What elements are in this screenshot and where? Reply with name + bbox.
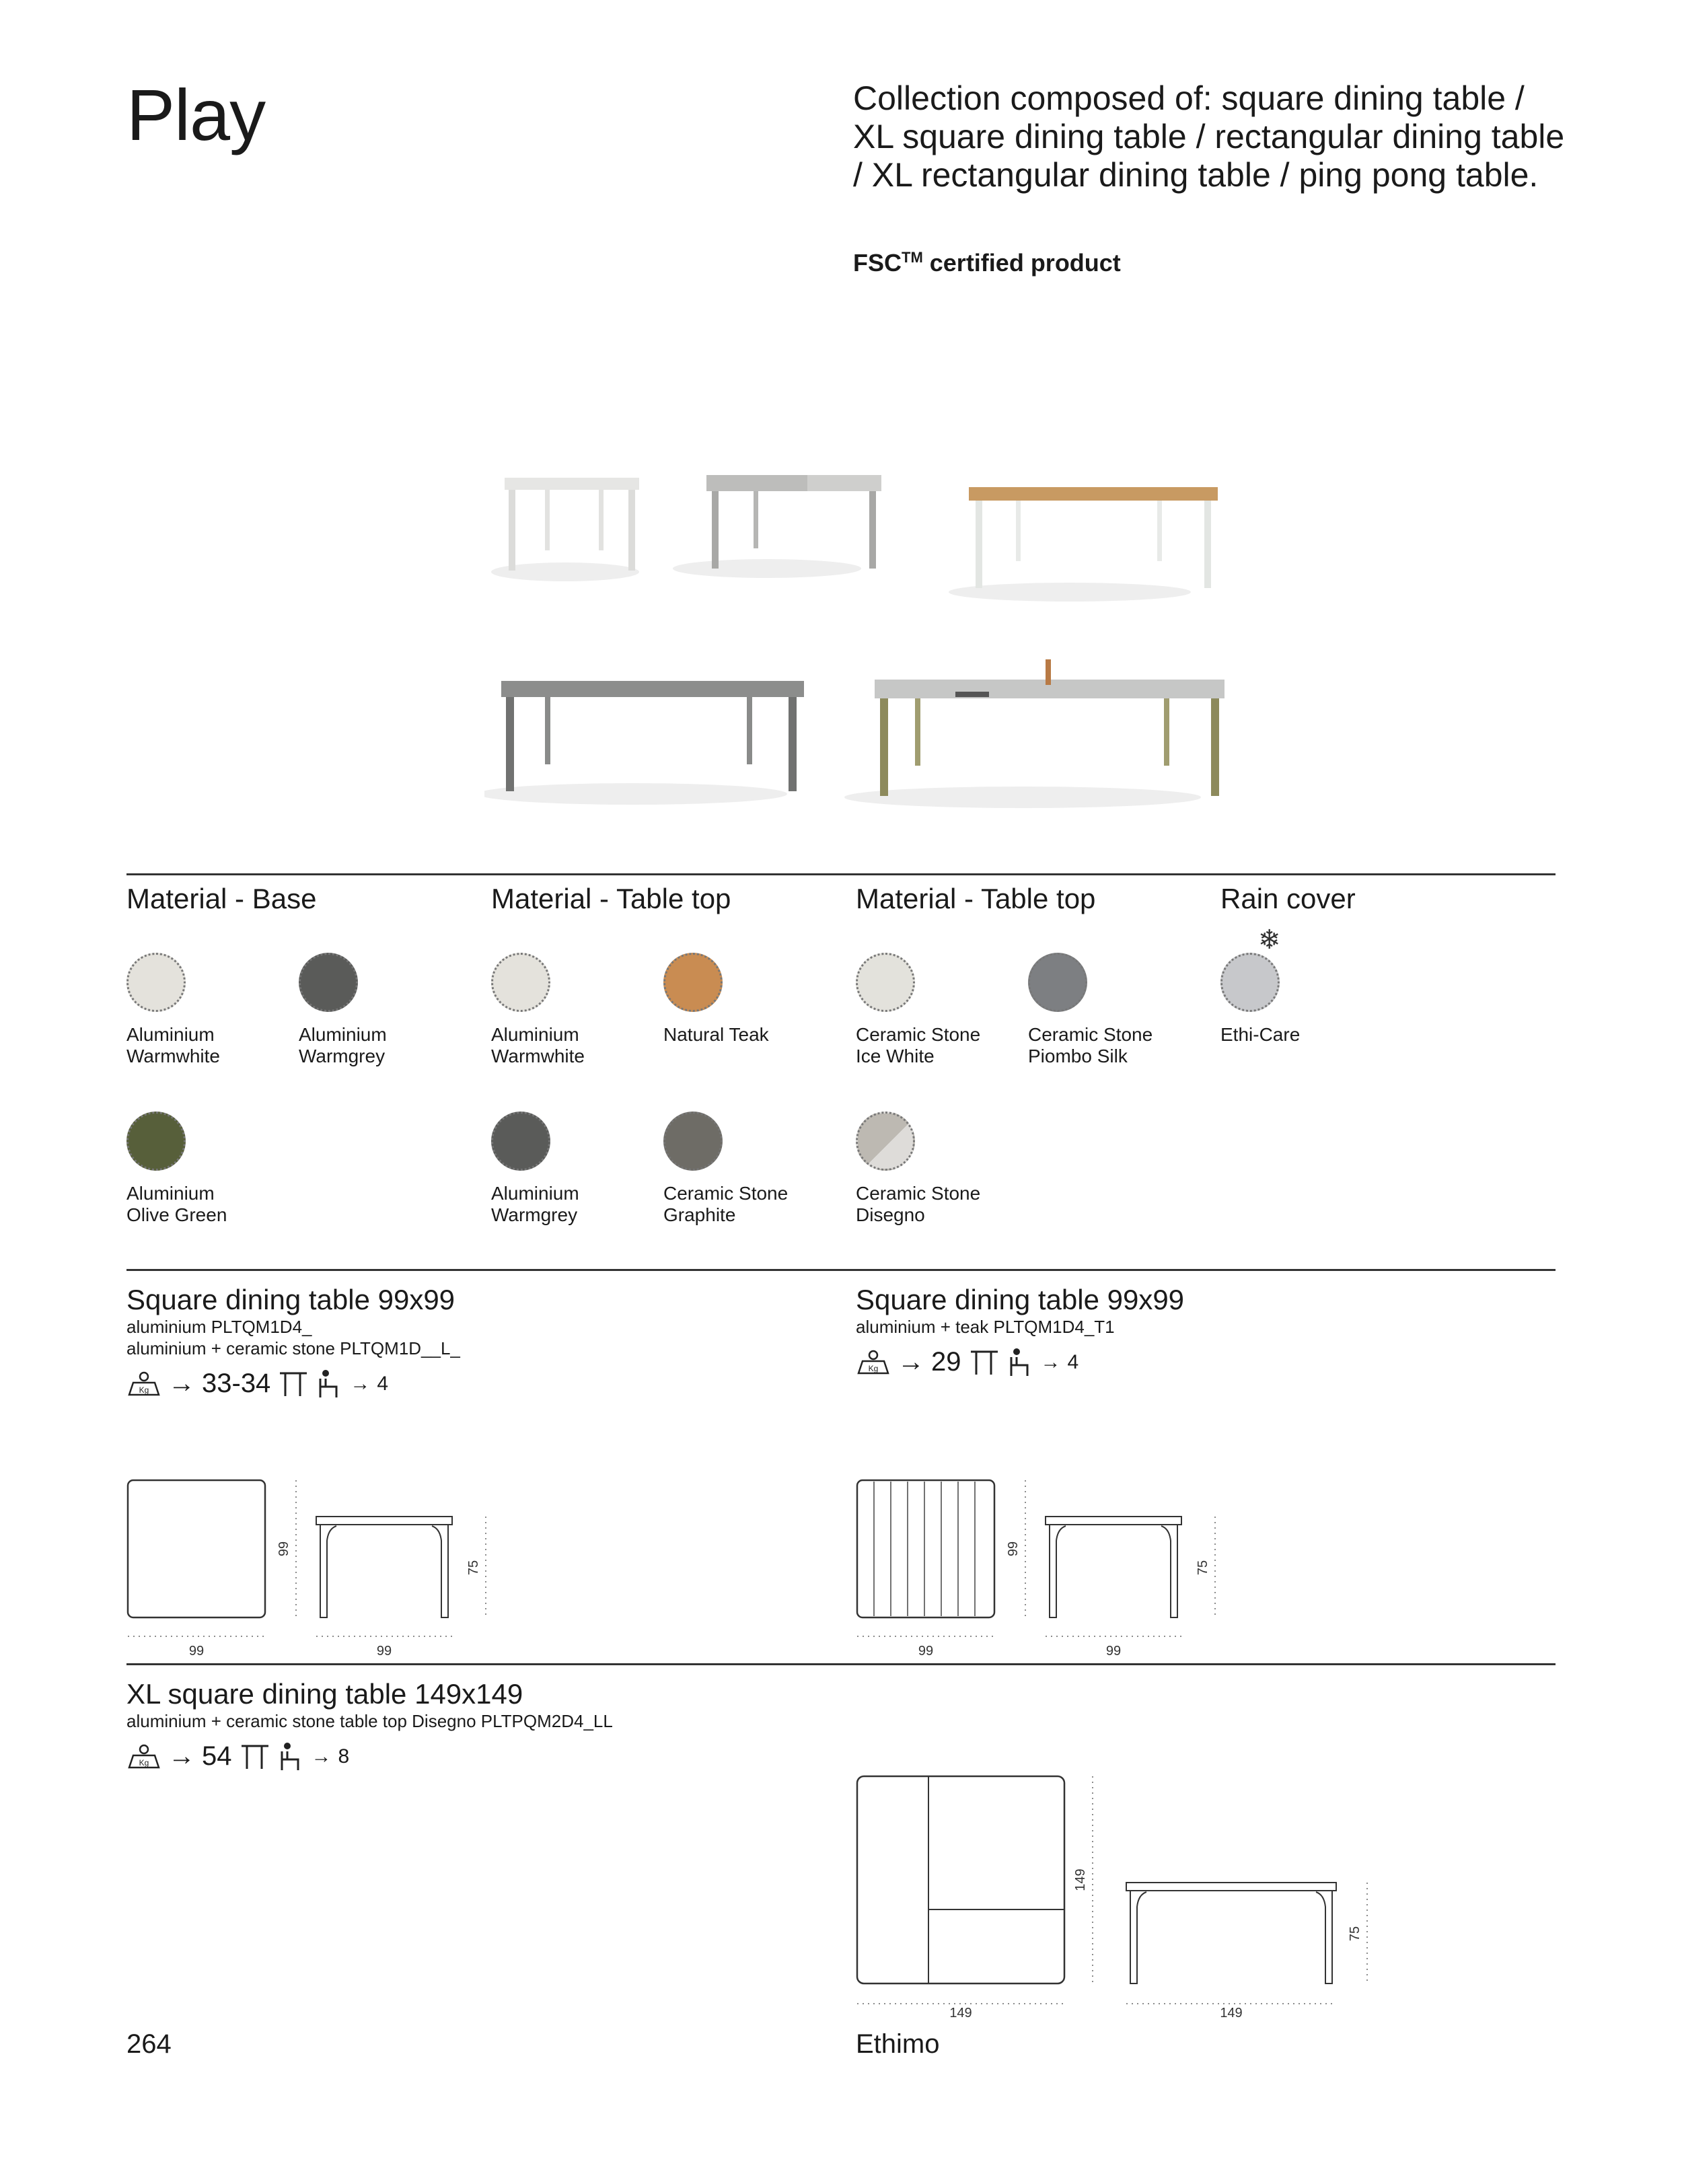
seat-icon <box>278 1742 305 1772</box>
swatch-label: Aluminium Warmwhite <box>126 1024 220 1066</box>
swatch-label: Aluminium Warmwhite <box>491 1024 585 1066</box>
product-square-table-teak <box>856 1284 1184 1377</box>
weight-icon-kg: Kg <box>139 1757 149 1768</box>
product-specs <box>126 1741 613 1772</box>
dim-width: 149 <box>949 2006 972 2018</box>
drawing-square-table-teak <box>856 1473 1233 1662</box>
photo-xl-rect-table <box>484 681 804 805</box>
product-title: XL square dining table 149x149 <box>126 1678 523 1710</box>
photo-ping-pong-table <box>844 659 1224 808</box>
product-code: aluminium + ceramic stone table top Disegno PLTPQM2D4_LL <box>126 1711 613 1731</box>
dim-depth: 149 <box>1073 1868 1088 1891</box>
arrow-icon: → <box>168 1369 195 1398</box>
swatch-base-aluminium-warmwhite <box>126 953 186 1012</box>
weight-icon-kg: Kg <box>139 1385 149 1395</box>
swatch-label: Ceramic Stone Ice White <box>856 1024 981 1066</box>
side-view-outline <box>1126 1883 1336 1983</box>
seats-value: 4 <box>1067 1350 1079 1373</box>
weight-icon <box>126 1743 161 1770</box>
weight-icon-kg: Kg <box>868 1363 879 1373</box>
weight-icon <box>856 1349 891 1376</box>
swatch-label: Ceramic Stone Graphite <box>663 1183 789 1225</box>
fsc-certified-text: certified product <box>922 249 1121 277</box>
dim-side-width: 99 <box>376 1644 392 1659</box>
product-specs <box>126 1369 460 1399</box>
table-icon <box>239 1743 271 1770</box>
swatch-label: Ceramic Stone Piombo Silk <box>1028 1024 1153 1066</box>
photo-rect-table-teak <box>949 487 1218 602</box>
collection-description: Collection composed of: square dining table / XL square dining table / rectangular dining table / XL rectangular dining table / ping pong table. <box>853 79 1565 194</box>
product-title: Square dining table 99x99 <box>126 1284 455 1315</box>
fsc-certification <box>853 249 1121 277</box>
seat-icon <box>1007 1348 1034 1377</box>
swatch-top-aluminium-warmwhite <box>491 953 550 1012</box>
top-view-outline <box>857 1776 1064 1983</box>
photo-square-table-white <box>491 478 639 581</box>
photo-xl-square-table <box>673 475 881 578</box>
seat-arrow: → <box>1040 1350 1061 1373</box>
dim-height: 75 <box>466 1560 481 1576</box>
swatch-label: Ceramic Stone Disegno <box>856 1183 981 1225</box>
seat-arrow: → <box>311 1745 332 1768</box>
product-photos <box>484 458 1265 821</box>
material-base-heading: Material - Base <box>126 883 317 914</box>
swatch-top-natural-teak <box>663 953 723 1012</box>
arrow-icon: → <box>168 1741 195 1771</box>
swatch-label: Aluminium Warmgrey <box>299 1024 387 1066</box>
seats-value: 8 <box>338 1745 350 1768</box>
swatch-label: Aluminium Warmgrey <box>491 1183 579 1225</box>
dim-height: 75 <box>1348 1926 1362 1942</box>
top-view-outline <box>857 1480 994 1617</box>
product-title: Square dining table 99x99 <box>856 1284 1185 1315</box>
swatch-top-aluminium-warmgrey <box>491 1112 550 1171</box>
swatch-label: Natural Teak <box>663 1024 769 1045</box>
divider-products <box>126 1269 1556 1271</box>
table-icon <box>277 1371 309 1397</box>
dim-depth: 99 <box>1006 1541 1021 1557</box>
swatch-ethi-care <box>1220 953 1280 1012</box>
weight-value: 29 <box>931 1347 961 1377</box>
swatch-label: Aluminium Olive Green <box>126 1183 227 1225</box>
swatch-label: Ethi-Care <box>1220 1024 1301 1045</box>
rain-cover-heading: Rain cover <box>1220 883 1356 914</box>
weight-value: 54 <box>202 1741 232 1771</box>
swatch-ceramic-ice-white <box>856 953 915 1012</box>
table-icon <box>968 1349 1000 1376</box>
teak-slats <box>874 1482 975 1616</box>
swatch-ceramic-disegno <box>856 1112 915 1171</box>
page-title: Play <box>126 74 266 155</box>
swatch-top-ceramic-graphite <box>663 1112 723 1171</box>
material-top-heading-1: Material - Table top <box>491 883 731 914</box>
weight-value: 33-34 <box>202 1369 271 1398</box>
snowflake-icon: ❄ <box>1258 925 1281 955</box>
fsc-tm: TM <box>902 249 923 266</box>
product-code: aluminium + teak PLTQM1D4_T1 <box>856 1317 1115 1337</box>
swatch-ceramic-piombo-silk <box>1028 953 1087 1012</box>
product-specs <box>856 1347 1184 1377</box>
page-number: 264 <box>126 2029 172 2059</box>
dim-side-width: 99 <box>1105 1644 1122 1659</box>
swatch-base-aluminium-olive-green <box>126 1112 186 1171</box>
top-view-outline <box>128 1480 265 1617</box>
product-code: aluminium PLTQM1D4_ <box>126 1317 312 1337</box>
divider-xl-product <box>126 1663 1556 1665</box>
seat-arrow: → <box>350 1372 371 1395</box>
divider-materials <box>126 873 1556 875</box>
fsc-label: FSC <box>853 249 902 277</box>
dim-side-width: 149 <box>1220 2006 1243 2018</box>
material-top-heading-2: Material - Table top <box>856 883 1096 914</box>
seat-icon <box>316 1369 343 1399</box>
drawing-xl-square-table <box>856 1770 1387 2018</box>
side-view-outline <box>316 1517 452 1617</box>
weight-icon <box>126 1371 161 1397</box>
brand-name: Ethimo <box>856 2029 940 2059</box>
dim-width: 99 <box>188 1644 205 1659</box>
swatch-base-aluminium-warmgrey <box>299 953 358 1012</box>
drawing-square-table-aluminium <box>126 1473 503 1662</box>
seats-value: 4 <box>377 1372 388 1395</box>
dim-width: 99 <box>918 1644 934 1659</box>
arrow-icon: → <box>898 1347 924 1377</box>
dim-height: 75 <box>1196 1560 1210 1576</box>
product-code: aluminium + ceramic stone PLTQM1D__L_ <box>126 1338 460 1358</box>
side-view-outline <box>1046 1517 1181 1617</box>
product-square-table-aluminium <box>126 1284 460 1399</box>
dim-depth: 99 <box>277 1541 291 1557</box>
product-xl-square-table <box>126 1678 613 1772</box>
